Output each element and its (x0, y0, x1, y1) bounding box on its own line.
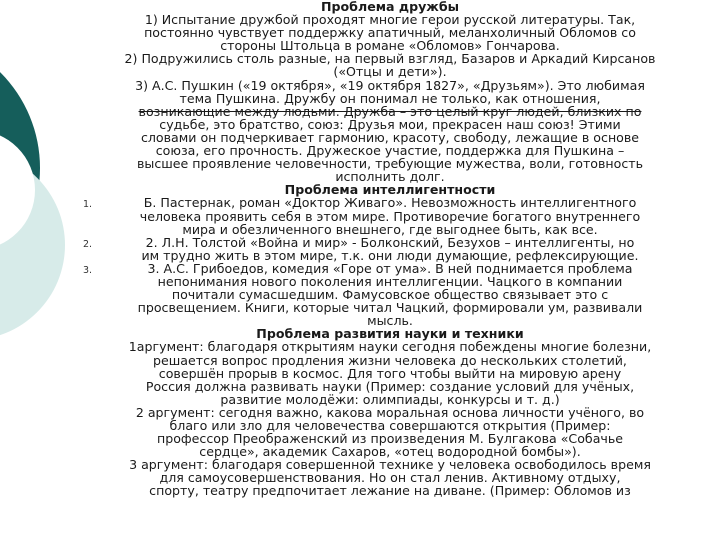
text-line: 2) Подружились столь разные, на первый взгляд, Базаров и Аркадий Кирсанов (124, 51, 656, 67)
text-line: Россия должна развивать науки (Пример: создание условий для учёных, (145, 378, 635, 394)
text-line: мира и обезличенного внешнего, где выгоднее быть, как все. (182, 221, 598, 237)
section-title: Проблема дружбы (320, 0, 460, 14)
text-line: исполнить долг. (335, 169, 445, 185)
text-line: спорту, театру предпочитает лежание на диване. (Пример: Обломов из (149, 483, 631, 499)
text-line: развитие молодёжи: олимпиады, конкурсы и т. д.) (220, 391, 560, 407)
document-page (83, 0, 685, 540)
text-line: 2. Л.Н. Толстой «Война и мир» - Болконский, Безухов – интеллигенты, но (145, 234, 635, 250)
text-line: словами он подчеркивает гармонию, красоту, свободу, лежащие в основе (140, 129, 640, 145)
section-title: Проблема интеллигентности (284, 182, 496, 198)
text-line: возникающие между людьми. Дружба – это целый круг людей, близких по (138, 103, 642, 119)
text-line: им трудно жить в этом мире, т.к. они люди думающие, рефлексирующие. (141, 247, 639, 263)
text-line: постоянно чувствует поддержку апатичный, меланхоличный Обломов со (144, 25, 636, 41)
decorative-circles (0, 0, 110, 540)
text-line: 2 аргумент: сегодня важно, какова моральная основа личности учёного, во (135, 404, 645, 420)
white-circle (0, 130, 35, 250)
text-line: сердце», академик Сахаров, «отец водородной бомбы»). (199, 444, 581, 460)
list-marker: 1. (83, 199, 93, 211)
text-line: высшее проявление человечности, требующие мужества, воли, готовность (136, 156, 644, 172)
text-line: почитали сумасшедшим. Фамусовское общество связывает это с (171, 287, 609, 303)
text-line: просвещением. Книги, которые читал Чацкий, формировали ум, развивали (137, 300, 643, 316)
text-line: непонимания нового поколения интеллигенции. Чацкого в компании (157, 273, 623, 289)
text-line: 1аргумент: благодаря открытиям науки сегодня побеждены многие болезни, (128, 339, 652, 355)
friendship-text (95, 13, 685, 183)
list-item (83, 260, 685, 329)
list-marker: 3. (83, 264, 93, 276)
list-marker: 2. (83, 238, 93, 250)
text-line: профессор Преображенский из произведения М. Булгакова «Собачье (156, 431, 624, 447)
list-item (83, 195, 685, 237)
text-line: союза, его прочность. Дружеское участие, поддержка для Пушкина – (155, 143, 625, 159)
text-line: мысль. (367, 313, 413, 329)
text-line: человека проявить себя в этом мире. Противоречие богатого внутреннего (139, 208, 641, 224)
text-line: тема Пушкина. Дружбу он понимал не только, как отношения, (179, 90, 601, 106)
text-line: стороны Штольца в романе «Обломов» Гончарова. (220, 38, 560, 54)
list-item (83, 234, 685, 263)
text-line: 3) А.С. Пушкин («19 октября», «19 октября 1827», «Друзьям»). Это любимая (135, 77, 645, 93)
text-line: решается вопрос продления жизни человека до нескольких столетий, (153, 352, 627, 368)
text-line: совершён прорыв в космос. Для того чтобы выйти на мировую арену (158, 365, 622, 381)
text-line: («Отцы и дети»). (333, 64, 447, 80)
science-text (95, 340, 685, 497)
text-line: Б. Пастернак, роман «Доктор Живаго». Невозможность интеллигентного (143, 195, 637, 211)
light-teal-circle (0, 150, 65, 340)
text-line: благо или зло для человечества совершаются открытия (Пример: (169, 418, 611, 433)
large-teal-circle (0, 33, 40, 303)
text-line: для самоусовершенствования. Но он стал ленив. Активному отдыху, (159, 470, 621, 486)
text-line: 3. А.С. Грибоедов, комедия «Горе от ума». В ней поднимается проблема (147, 260, 633, 276)
text-line: 1) Испытание дружбой проходят многие герои русской литературы. Так, (144, 12, 636, 28)
text-line: 3 аргумент: благодаря совершенной технике у человека освободилось время (129, 457, 651, 473)
text-line: судьбе, это братство, союз: Друзья мои, прекрасен наш союз! Этими (159, 116, 621, 132)
section-title: Проблема развития науки и техники (256, 326, 524, 342)
